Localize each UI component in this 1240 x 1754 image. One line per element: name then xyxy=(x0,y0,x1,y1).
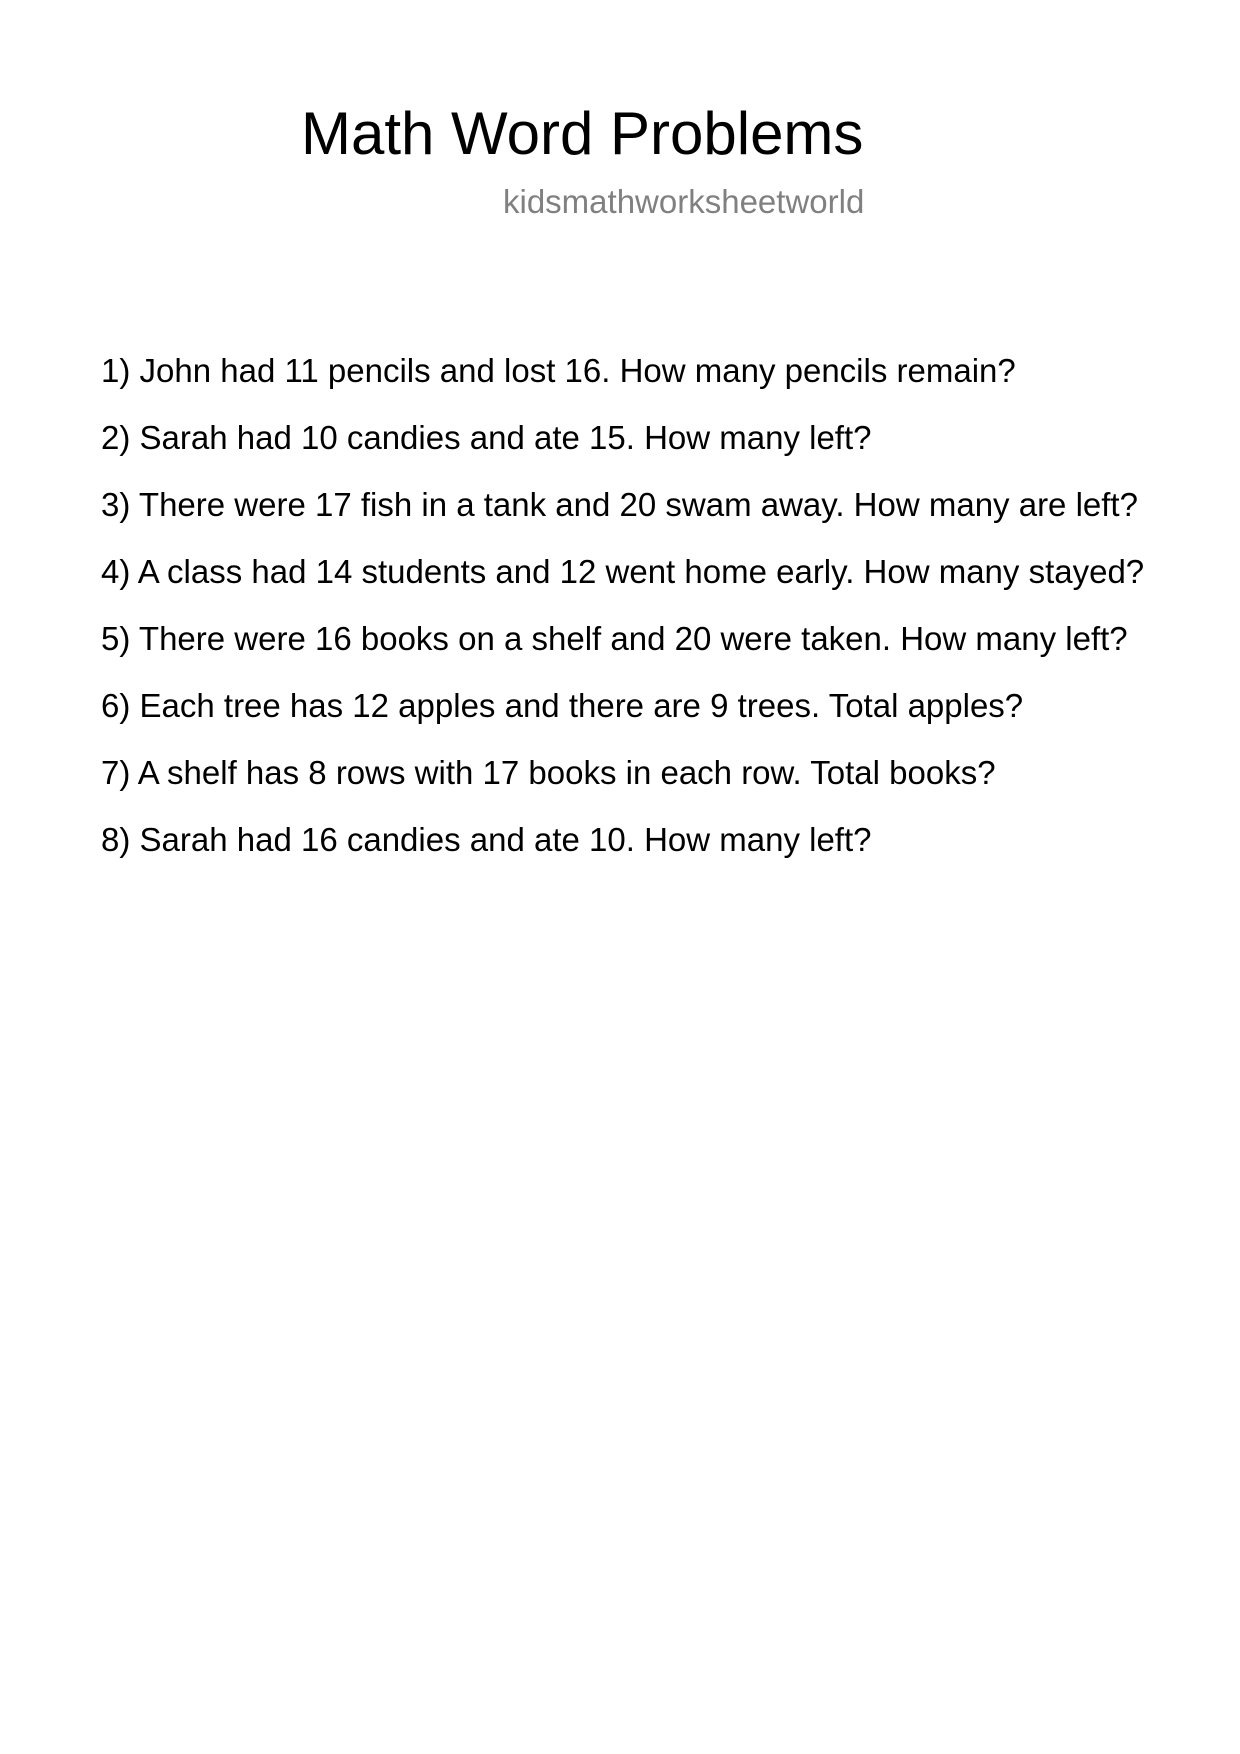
source-label: kidsmathworksheetworld xyxy=(503,183,865,220)
problem-item-7: 7) A shelf has 8 rows with 17 books in each row. Total books? xyxy=(101,754,996,791)
page-title: Math Word Problems xyxy=(301,100,864,167)
problem-item-2: 2) Sarah had 10 candies and ate 15. How many left? xyxy=(101,419,872,456)
problem-item-6: 6) Each tree has 12 apples and there are 9 trees. Total apples? xyxy=(101,687,1024,724)
problem-item-3: 3) There were 17 fish in a tank and 20 swam away. How many are left? xyxy=(101,486,1138,523)
problem-item-1: 1) John had 11 pencils and lost 16. How many pencils remain? xyxy=(101,352,1016,389)
problem-item-8: 8) Sarah had 16 candies and ate 10. How many left? xyxy=(101,821,872,858)
problem-item-4: 4) A class had 14 students and 12 went home early. How many stayed? xyxy=(101,553,1145,590)
problem-list xyxy=(101,349,1151,885)
problem-item-5: 5) There were 16 books on a shelf and 20 were taken. How many left? xyxy=(101,620,1128,657)
